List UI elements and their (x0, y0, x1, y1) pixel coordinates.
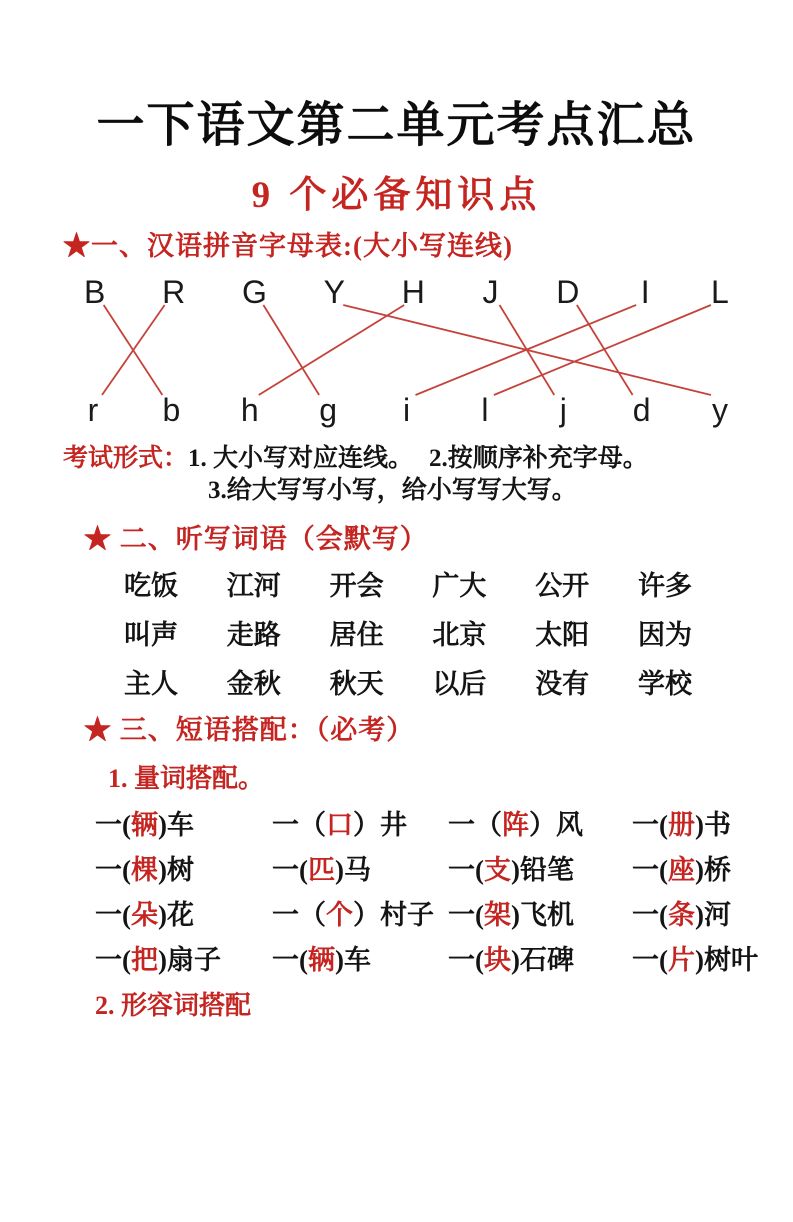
word-row-1 (124, 573, 692, 600)
dictation-word: 走路 (226, 620, 281, 651)
quantifier-item: 一（个）村子 (272, 900, 434, 931)
lowercase-letter-g: g (319, 392, 338, 429)
exam-form-block (63, 443, 793, 507)
adjective-subheading: 2. 形容词搭配 (95, 991, 252, 1021)
lowercase-letter-h: h (240, 392, 259, 429)
quantifier-item: 一(座)桥 (632, 855, 731, 886)
section2-heading: ★ 二、听写词语（会默写） (84, 524, 428, 555)
quantifier-subheading: 1. 量词搭配。 (108, 763, 265, 793)
measure-word: 口 (326, 810, 353, 841)
uppercase-letter-Y: Y (323, 274, 345, 311)
uppercase-letter-G: G (241, 274, 267, 311)
measure-word: 册 (668, 810, 695, 841)
dictation-word: 金秋 (226, 669, 281, 700)
quantifier-item: 一(册)书 (632, 810, 731, 841)
measure-word: 座 (668, 855, 695, 886)
quantifier-item: 一(匹)马 (272, 855, 371, 886)
uppercase-letter-L: L (711, 274, 729, 311)
measure-word: 把 (131, 945, 158, 976)
connection-line-H-h (259, 305, 404, 395)
dictation-word: 太阳 (535, 620, 590, 651)
quantifier-item: 一（阵）风 (448, 810, 583, 841)
measure-word: 块 (484, 945, 511, 976)
exam-form-item2: 2.按顺序补充字母。 (429, 445, 648, 473)
dictation-word: 叫声 (124, 620, 178, 651)
quantifier-item: 一(把)扇子 (95, 945, 221, 976)
connection-line-R-r (102, 305, 165, 395)
quantifier-item: 一(辆)车 (272, 945, 371, 976)
pinyin-matching-exercise (0, 272, 793, 427)
uppercase-letter-H: H (401, 274, 425, 311)
section1-heading: ★一、汉语拼音字母表:(大小写连线) (63, 230, 513, 261)
lowercase-letter-row (84, 392, 729, 429)
exam-form-line1 (63, 443, 793, 475)
dictation-word: 吃饭 (124, 571, 178, 602)
quantifier-item: 一(支)铅笔 (448, 855, 574, 886)
section3-heading: ★ 三、短语搭配：（必考） (84, 715, 415, 746)
exam-form-line2: 3.给大写写小写，给小写写大写。 (208, 477, 577, 505)
quantifier-item: 一（口）井 (272, 810, 407, 841)
lowercase-letter-j: j (559, 392, 567, 429)
dictation-word: 广大 (432, 571, 487, 602)
uppercase-letter-B: B (84, 274, 106, 311)
dictation-word: 江河 (226, 571, 281, 602)
lowercase-letter-b: b (162, 392, 181, 429)
measure-word: 匹 (308, 855, 335, 886)
dictation-word: 主人 (124, 669, 178, 700)
measure-word: 个 (326, 900, 353, 931)
uppercase-letter-J: J (482, 274, 499, 311)
quantifier-grid (95, 810, 758, 976)
quantifier-item: 一(辆)车 (95, 810, 194, 841)
quantifier-row-2 (95, 857, 755, 884)
lowercase-letter-i: i (402, 392, 411, 429)
uppercase-letter-D: D (556, 274, 580, 311)
dictation-word: 以后 (432, 669, 487, 700)
uppercase-letter-R: R (162, 274, 186, 311)
lowercase-letter-r: r (87, 392, 99, 429)
measure-word: 朵 (131, 900, 158, 931)
quantifier-row-1 (95, 812, 755, 839)
measure-word: 阵 (502, 810, 529, 841)
uppercase-letter-row (84, 274, 729, 311)
worksheet-page (0, 100, 793, 1222)
measure-word: 条 (668, 900, 695, 931)
page-title: 一下语文第二单元考点汇总 (96, 99, 697, 152)
quantifier-row-4 (95, 945, 758, 976)
dictation-word: 没有 (535, 669, 590, 700)
dictation-word-grid (124, 573, 692, 698)
dictation-word: 开会 (329, 571, 384, 602)
dictation-word: 居住 (329, 620, 384, 651)
quantifier-item: 一(棵)树 (95, 855, 194, 886)
dictation-word: 秋天 (329, 669, 384, 700)
lowercase-letter-l: l (481, 392, 489, 429)
dictation-word: 公开 (535, 571, 590, 602)
measure-word: 辆 (308, 945, 335, 976)
quantifier-item: 一(条)河 (632, 900, 731, 931)
dictation-word: 学校 (637, 669, 692, 700)
word-row-3 (124, 671, 692, 698)
dictation-word: 因为 (637, 620, 692, 651)
word-row-2 (124, 622, 692, 649)
measure-word: 辆 (131, 810, 158, 841)
uppercase-letter-I: I (640, 274, 650, 311)
measure-word: 棵 (131, 855, 158, 886)
exam-form-item1: 1. 大小写对应连线。 (188, 445, 414, 473)
quantifier-item: 一(片)树叶 (632, 945, 758, 976)
dictation-word: 许多 (637, 571, 692, 602)
measure-word: 支 (484, 855, 511, 886)
exam-form-label: 考试形式： (63, 445, 189, 473)
dictation-word: 北京 (432, 620, 487, 651)
quantifier-item: 一(块)石碑 (448, 945, 574, 976)
quantifier-row-3 (95, 902, 755, 929)
quantifier-item: 一(朵)花 (95, 900, 194, 931)
measure-word: 架 (484, 900, 511, 931)
quantifier-item: 一(架)飞机 (448, 900, 574, 931)
lowercase-letter-d: d (632, 392, 651, 429)
connection-line-G-g (263, 305, 319, 395)
subtitle: 9 个必备知识点 (251, 174, 542, 216)
lowercase-letter-y: y (712, 392, 728, 429)
measure-word: 片 (668, 945, 695, 976)
